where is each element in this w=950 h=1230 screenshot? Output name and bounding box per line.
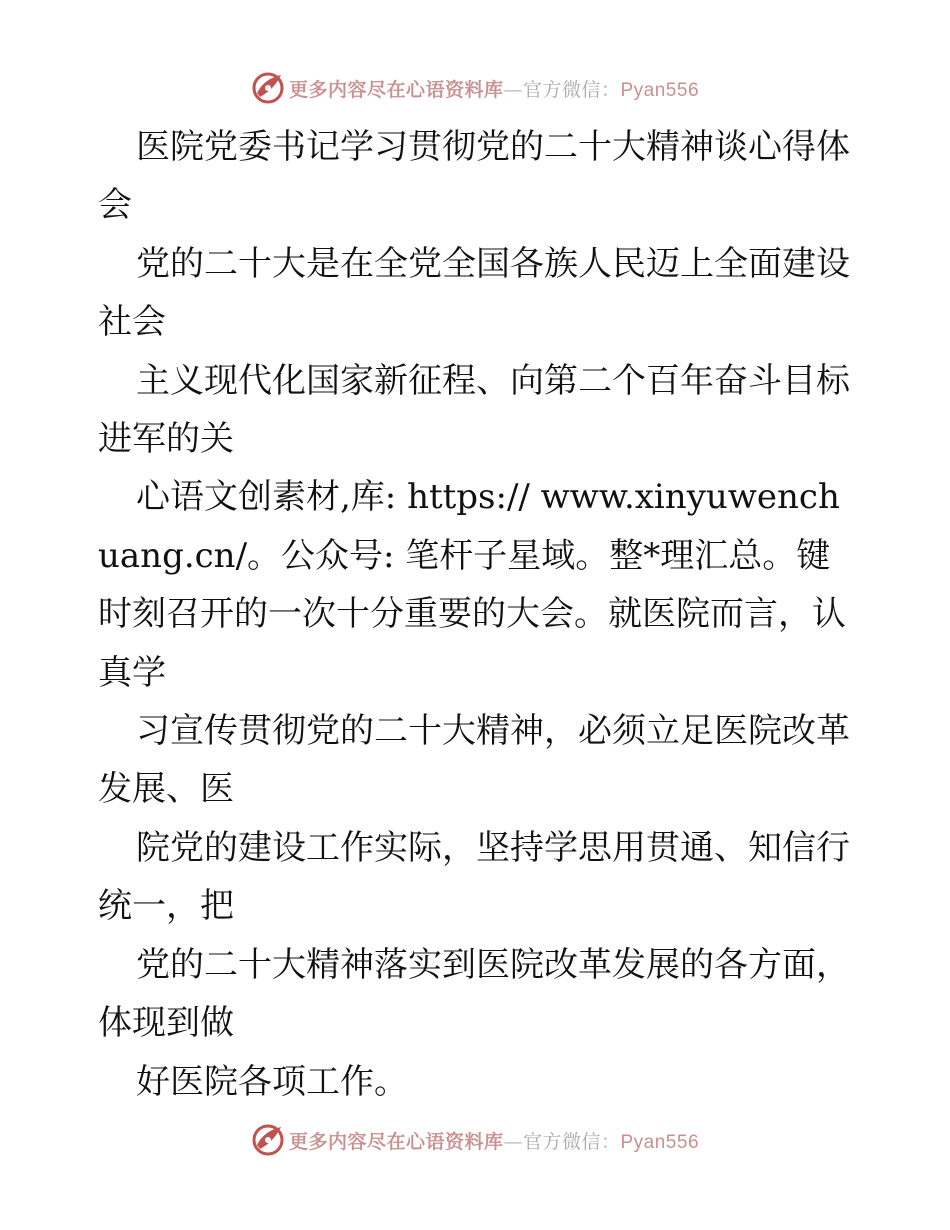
header-watermark-banner xyxy=(0,68,950,108)
paragraph: 主义现代化国家新征程、向第二个百年奋斗目标进军的关 xyxy=(98,360,850,460)
banner-text: 更多内容尽在心语资料库—官方微信：Pyan556 xyxy=(288,1130,700,1153)
document-body xyxy=(98,118,858,1111)
document-title: 医院党委书记学习贯彻党的二十大精神谈心得体会 xyxy=(98,127,850,226)
pen-nib-circle-icon xyxy=(251,1123,285,1157)
paragraph: 心语文创素材,库: https:// www.xinyuwenchuang.cn/。公众号: 笔杆子星域。整*理汇总。键时刻召开的一次十分重要的大会。就医院而言，认真学 xyxy=(98,477,846,693)
banner-text: 更多内容尽在心语资料库—官方微信：Pyan556 xyxy=(288,78,700,101)
paragraph: 院党的建设工作实际，坚持学思用贯通、知信行统一，把 xyxy=(98,827,850,927)
pen-nib-circle-icon xyxy=(251,71,285,105)
paragraph: 好医院各项工作。 xyxy=(136,1061,408,1102)
paragraph: 习宣传贯彻党的二十大精神，必须立足医院改革发展、医 xyxy=(98,711,850,810)
paragraph: 党的二十大是在全党全国各族人民迈上全面建设社会 xyxy=(98,243,850,343)
paragraph: 党的二十大精神落实到医院改革发展的各方面，体现到做 xyxy=(98,944,850,1044)
footer-watermark-banner xyxy=(0,1120,950,1160)
